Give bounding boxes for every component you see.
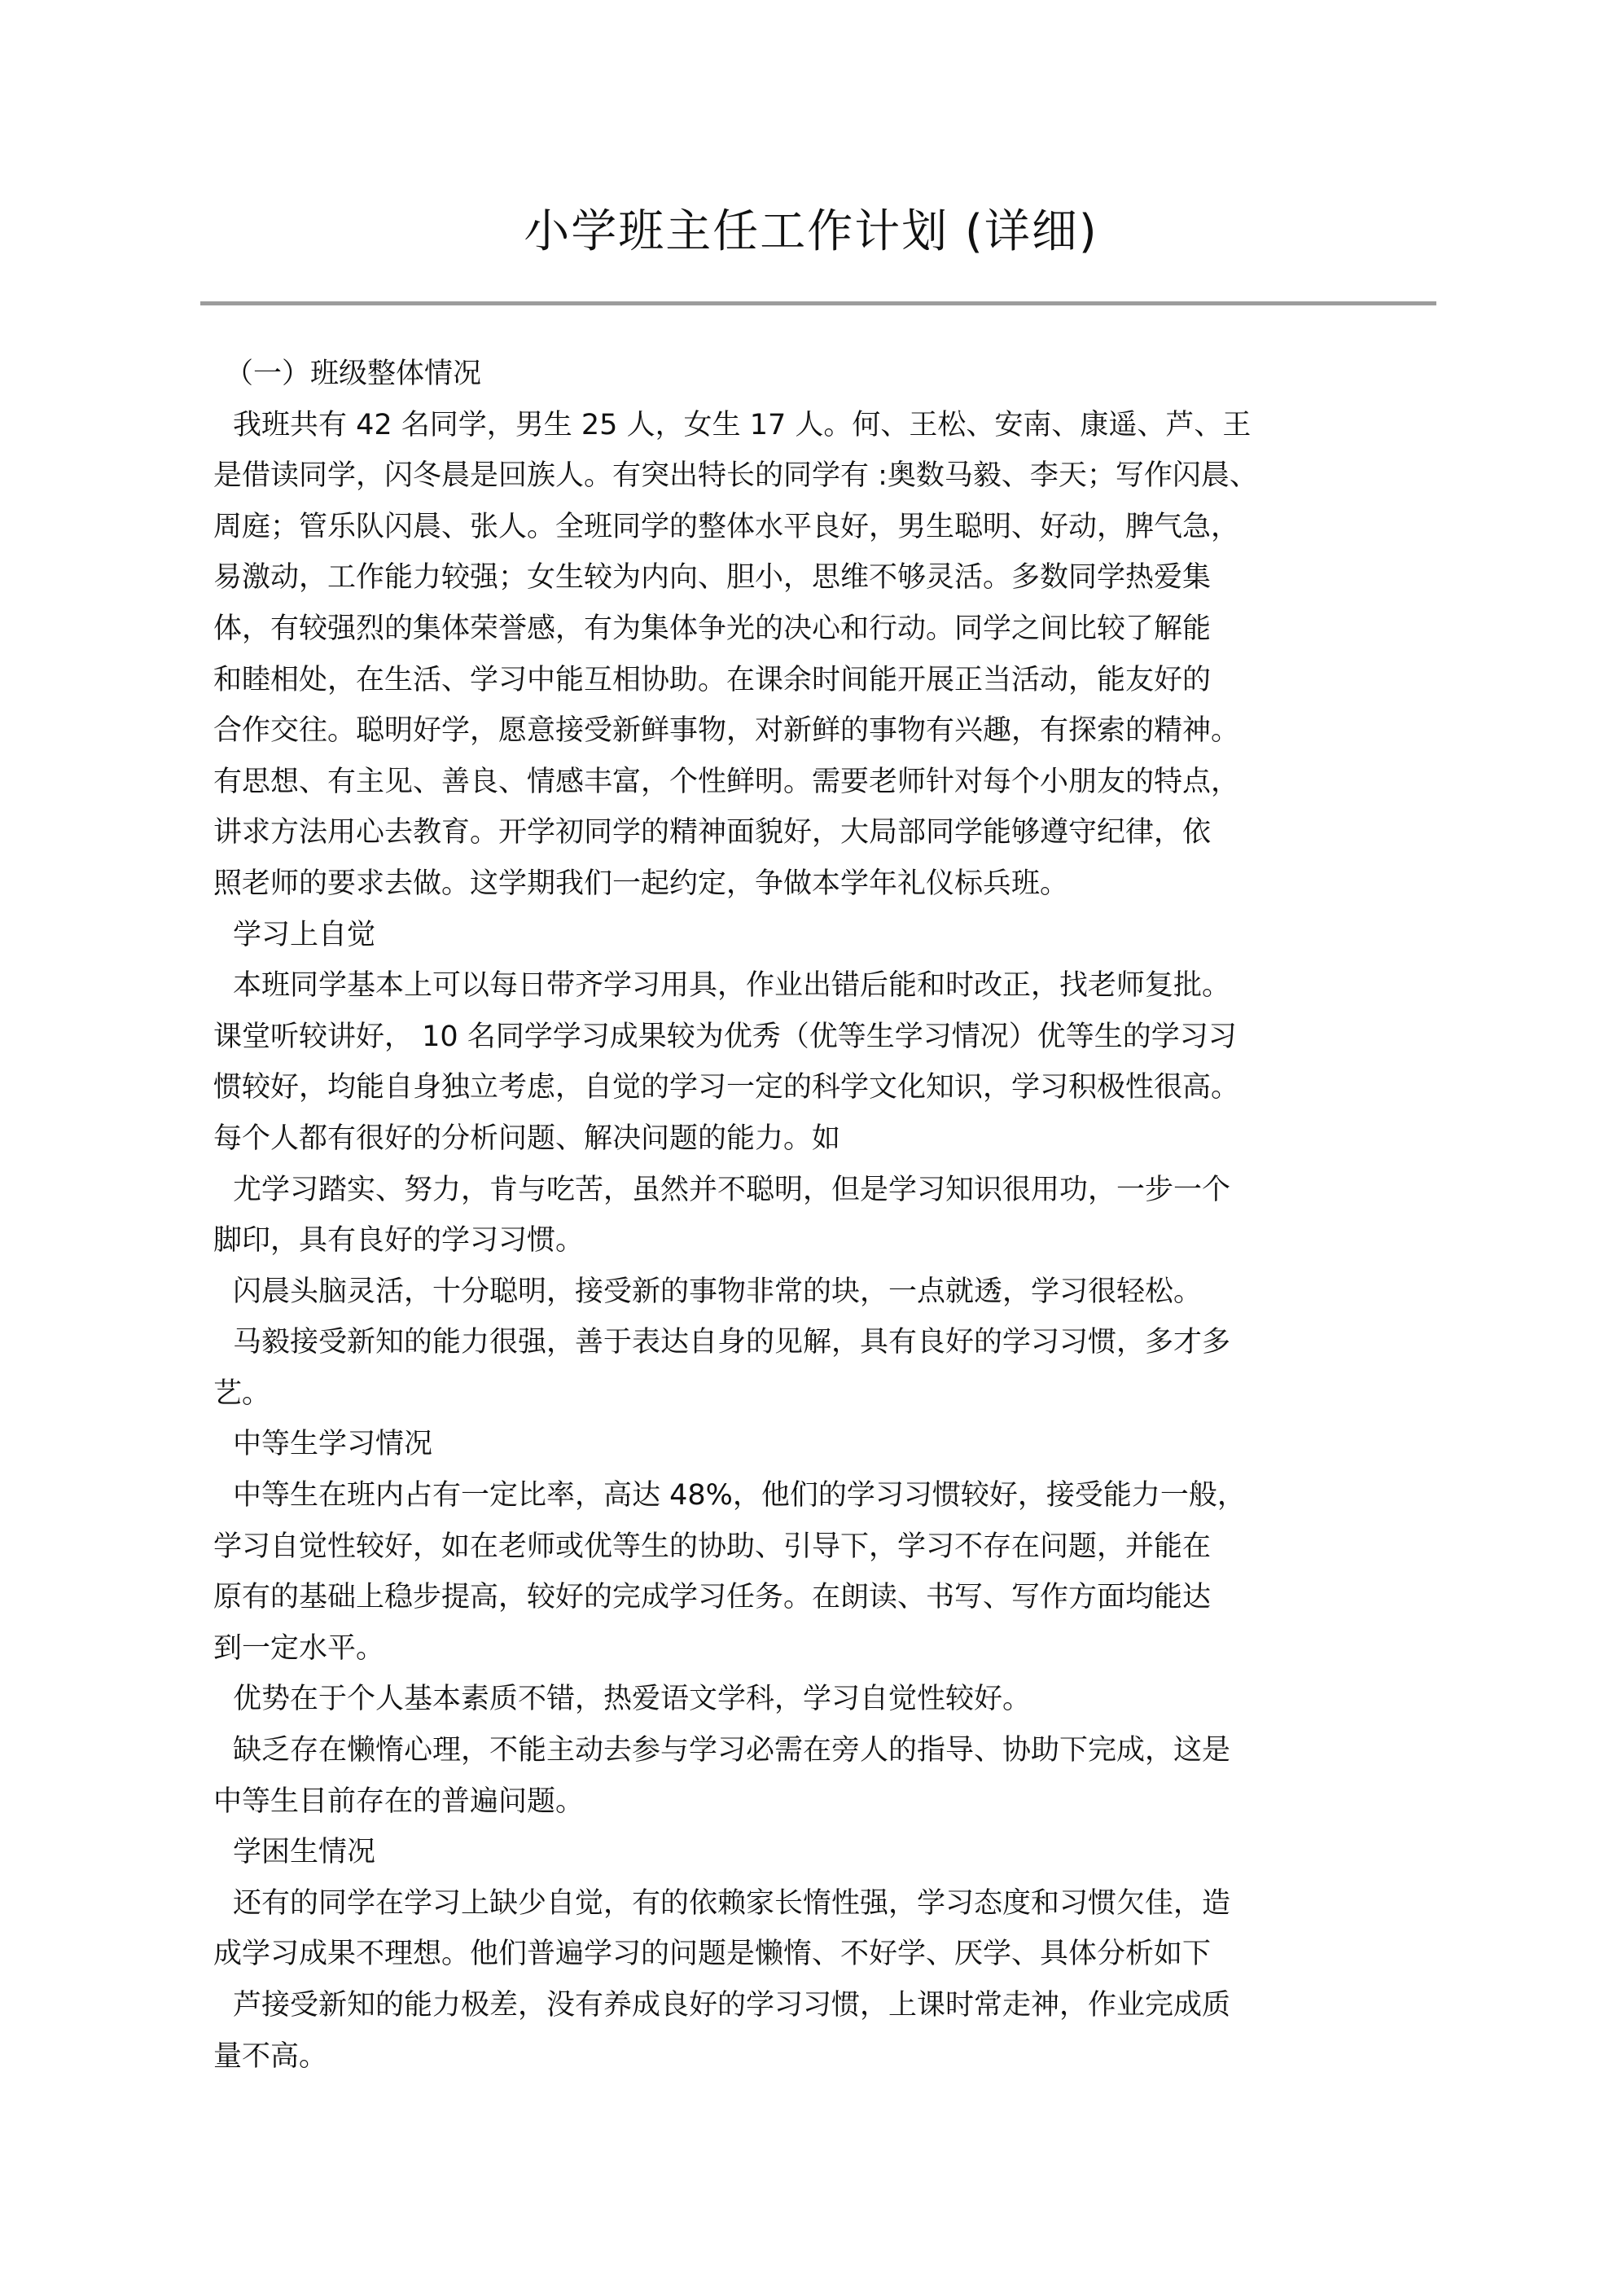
paragraph-line: 课堂听较讲好， 10 名同学学习成果较为优秀（优等生学习情况）优等生的学习习 bbox=[213, 1020, 1237, 1053]
paragraph-line: 学习自觉性较好，如在老师或优等生的协助、引导下，学习不存在问题，并能在 bbox=[213, 1530, 1212, 1563]
paragraph-line: 是借读同学，闪冬晨是回族人。有突出特长的同学有 :奥数马毅、李天；写作闪晨、 bbox=[213, 459, 1258, 493]
paragraph-line: 芦接受新知的能力极差，没有养成良好的学习习惯，上课时常走神，作业完成质 bbox=[233, 1989, 1231, 2022]
paragraph-line: 中等生目前存在的普遍问题。 bbox=[213, 1785, 585, 1818]
section-heading: 学习上自觉 bbox=[233, 918, 376, 951]
paragraph-line: 优势在于个人基本素质不错，热爱语文学科，学习自觉性较好。 bbox=[233, 1683, 1032, 1716]
paragraph-line: 周庭；管乐队闪晨、张人。全班同学的整体水平良好，男生聪明、好动，脾气急， bbox=[213, 510, 1240, 543]
paragraph-line: 本班同学基本上可以每日带齐学习用具，作业出错后能和时改正，找老师复批。 bbox=[233, 969, 1231, 1003]
paragraph-line: 易激动，工作能力较强；女生较为内向、胆小，思维不够灵活。多数同学热爱集 bbox=[213, 561, 1212, 595]
paragraph-line: 惯较好，均能自身独立考虑，自觉的学习一定的科学文化知识，学习积极性很高。 bbox=[213, 1071, 1240, 1104]
paragraph-line: 艺。 bbox=[213, 1376, 271, 1410]
paragraph-line: 和睦相处，在生活、学习中能互相协助。在课余时间能开展正当活动，能友好的 bbox=[213, 663, 1212, 696]
title-divider bbox=[200, 301, 1436, 305]
paragraph-line: 尤学习踏实、努力，肯与吃苦，虽然并不聪明，但是学习知识很用功，一步一个 bbox=[233, 1173, 1231, 1206]
paragraph-line: 成学习成果不理想。他们普遍学习的问题是懒惰、不好学、厌学、具体分析如下 bbox=[213, 1938, 1212, 1971]
paragraph-line: 缺乏存在懒惰心理，不能主动去参与学习必需在旁人的指导、协助下完成，这是 bbox=[233, 1734, 1231, 1767]
paragraph-line: 我班共有 42 名同学，男生 25 人，女生 17 人。何、王松、安南、康遥、芦、王 bbox=[233, 408, 1252, 441]
paragraph-line: 到一定水平。 bbox=[213, 1631, 385, 1665]
paragraph-line: 合作交往。聪明好学，愿意接受新鲜事物，对新鲜的事物有兴趣，有探索的精神。 bbox=[213, 714, 1240, 748]
section-heading: 中等生学习情况 bbox=[233, 1428, 433, 1461]
paragraph-line: 有思想、有主见、善良、情感丰富，个性鲜明。需要老师针对每个小朋友的特点， bbox=[213, 765, 1240, 798]
paragraph-line: 体，有较强烈的集体荣誉感，有为集体争光的决心和行动。同学之间比较了解能 bbox=[213, 612, 1212, 645]
section-heading: 学困生情况 bbox=[233, 1836, 376, 1869]
paragraph-line: 马毅接受新知的能力很强，善于表达自身的见解，具有良好的学习习惯，多才多 bbox=[233, 1326, 1231, 1359]
paragraph-line: 量不高。 bbox=[213, 2039, 328, 2073]
paragraph-line: 每个人都有很好的分析问题、解决问题的能力。如 bbox=[213, 1122, 841, 1155]
paragraph-line: 脚印，具有良好的学习习惯。 bbox=[213, 1224, 585, 1258]
paragraph-line: 中等生在班内占有一定比率，高达 48%，他们的学习习惯较好，接受能力一般， bbox=[233, 1479, 1246, 1512]
section-heading: （一）班级整体情况 bbox=[225, 358, 482, 390]
paragraph-line: 闪晨头脑灵活，十分聪明，接受新的事物非常的块，一点就透，学习很轻松。 bbox=[233, 1275, 1203, 1308]
paragraph-line: 讲求方法用心去教育。开学初同学的精神面貌好，大局部同学能够遵守纪律，依 bbox=[213, 816, 1212, 849]
paragraph-line: 原有的基础上稳步提高，较好的完成学习任务。在朗读、书写、写作方面均能达 bbox=[213, 1581, 1212, 1614]
document-title: 小学班主任工作计划 (详细) bbox=[524, 205, 1098, 258]
paragraph-line: 照老师的要求去做。这学期我们一起约定，争做本学年礼仪标兵班。 bbox=[213, 867, 1069, 900]
paragraph-line: 还有的同学在学习上缺少自觉，有的依赖家长惰性强，学习态度和习惯欠佳，造 bbox=[233, 1886, 1231, 1920]
document-body bbox=[213, 349, 1435, 2082]
